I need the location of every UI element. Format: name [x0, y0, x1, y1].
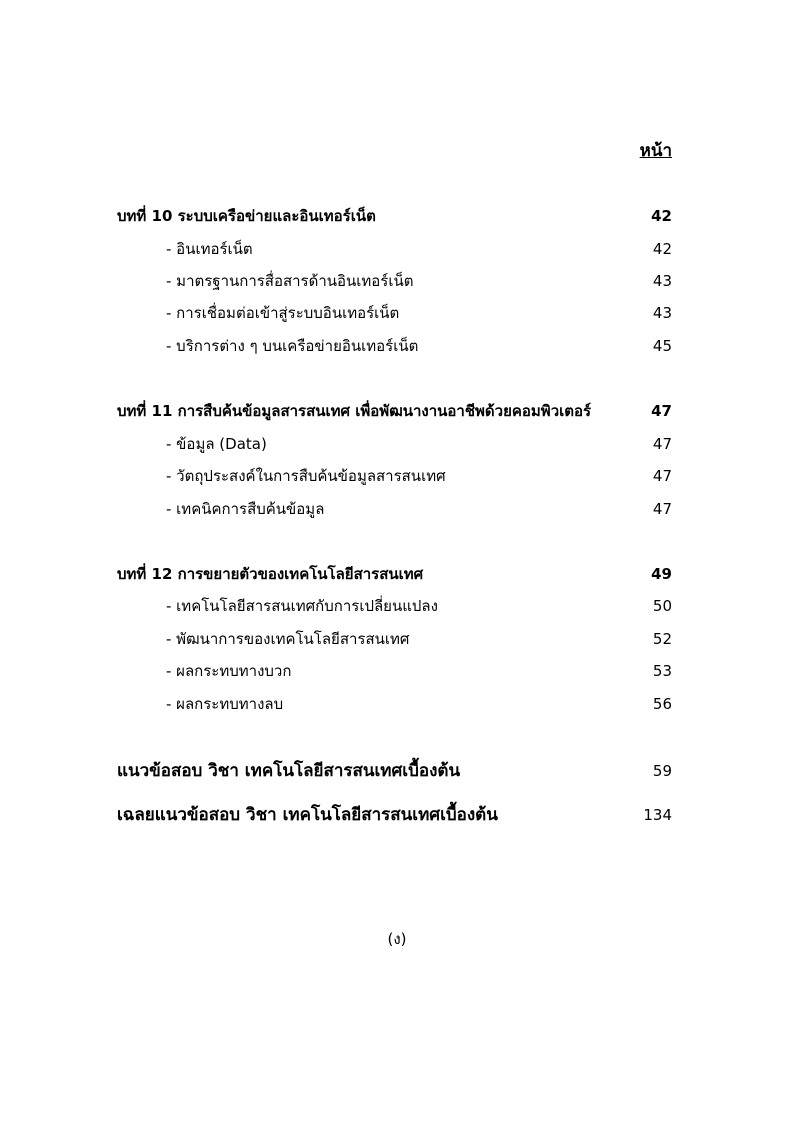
entry-title: - ข้อมูล (Data)	[166, 435, 267, 453]
toc-appendix-exam	[0, 756, 794, 786]
chapter-title: บทที่ 10 ระบบเครือข่ายและอินเทอร์เน็ต	[117, 207, 376, 225]
entry-title: - มาตรฐานการสื่อสารด้านอินเทอร์เน็ต	[166, 272, 414, 290]
entry-page-number: 42	[652, 240, 672, 258]
toc-entry	[0, 333, 794, 359]
entry-title: - ผลกระทบทางลบ	[166, 695, 284, 713]
toc-entry	[0, 268, 794, 294]
toc-chapter-10	[0, 203, 794, 229]
entry-title: - วัตถุประสงค์ในการสืบค้นข้อมูลสารสนเทศ	[166, 467, 446, 485]
chapter-title: บทที่ 12 การขยายตัวของเทคโนโลยีสารสนเทศ	[117, 565, 424, 583]
toc-chapter-11	[0, 398, 794, 424]
entry-page-number: 43	[652, 304, 672, 322]
toc-appendix-answers	[0, 800, 794, 830]
chapter-page-number: 47	[651, 402, 672, 420]
entry-page-number: 43	[652, 272, 672, 290]
toc-chapter-12	[0, 561, 794, 587]
entry-page-number: 47	[652, 500, 672, 518]
entry-page-number: 45	[652, 337, 672, 355]
entry-page-number: 50	[652, 597, 672, 615]
entry-title: - พัฒนาการของเทคโนโลยีสารสนเทศ	[166, 630, 410, 648]
entry-page-number: 53	[652, 662, 672, 680]
entry-title: - เทคนิคการสืบค้นข้อมูล	[166, 500, 325, 518]
toc-entry	[0, 236, 794, 262]
toc-entry	[0, 658, 794, 684]
appendix-page-number: 59	[652, 762, 672, 780]
toc-entry	[0, 463, 794, 489]
entry-title: - อินเทอร์เน็ต	[166, 240, 253, 258]
entry-page-number: 56	[652, 695, 672, 713]
entry-title: - ผลกระทบทางบวก	[166, 662, 292, 680]
toc-entry	[0, 300, 794, 326]
chapter-title: บทที่ 11 การสืบค้นข้อมูลสารสนเทศ เพื่อพัฒนางานอาชีพด้วยคอมพิวเตอร์	[117, 402, 592, 420]
entry-title: - เทคโนโลยีสารสนเทศกับการเปลี่ยนแปลง	[166, 597, 438, 615]
appendix-page-number: 134	[643, 806, 672, 824]
appendix-title: แนวข้อสอบ วิชา เทคโนโลยีสารสนเทศเบื้องต้น	[117, 761, 461, 781]
entry-title: - บริการต่าง ๆ บนเครือข่ายอินเทอร์เน็ต	[166, 337, 419, 355]
entry-page-number: 47	[652, 467, 672, 485]
toc-entry	[0, 593, 794, 619]
chapter-page-number: 49	[651, 565, 672, 583]
toc-entry	[0, 691, 794, 717]
entry-page-number: 52	[652, 630, 672, 648]
chapter-page-number: 42	[651, 207, 672, 225]
toc-entry	[0, 431, 794, 457]
page-number-footer: (ง)	[387, 930, 407, 948]
toc-entry	[0, 496, 794, 522]
entry-title: - การเชื่อมต่อเข้าสู่ระบบอินเทอร์เน็ต	[166, 304, 400, 322]
page-column-heading: หน้า	[639, 141, 672, 161]
entry-page-number: 47	[652, 435, 672, 453]
toc-entry	[0, 626, 794, 652]
appendix-title: เฉลยแนวข้อสอบ วิชา เทคโนโลยีสารสนเทศเบื้องต้น	[117, 805, 498, 825]
